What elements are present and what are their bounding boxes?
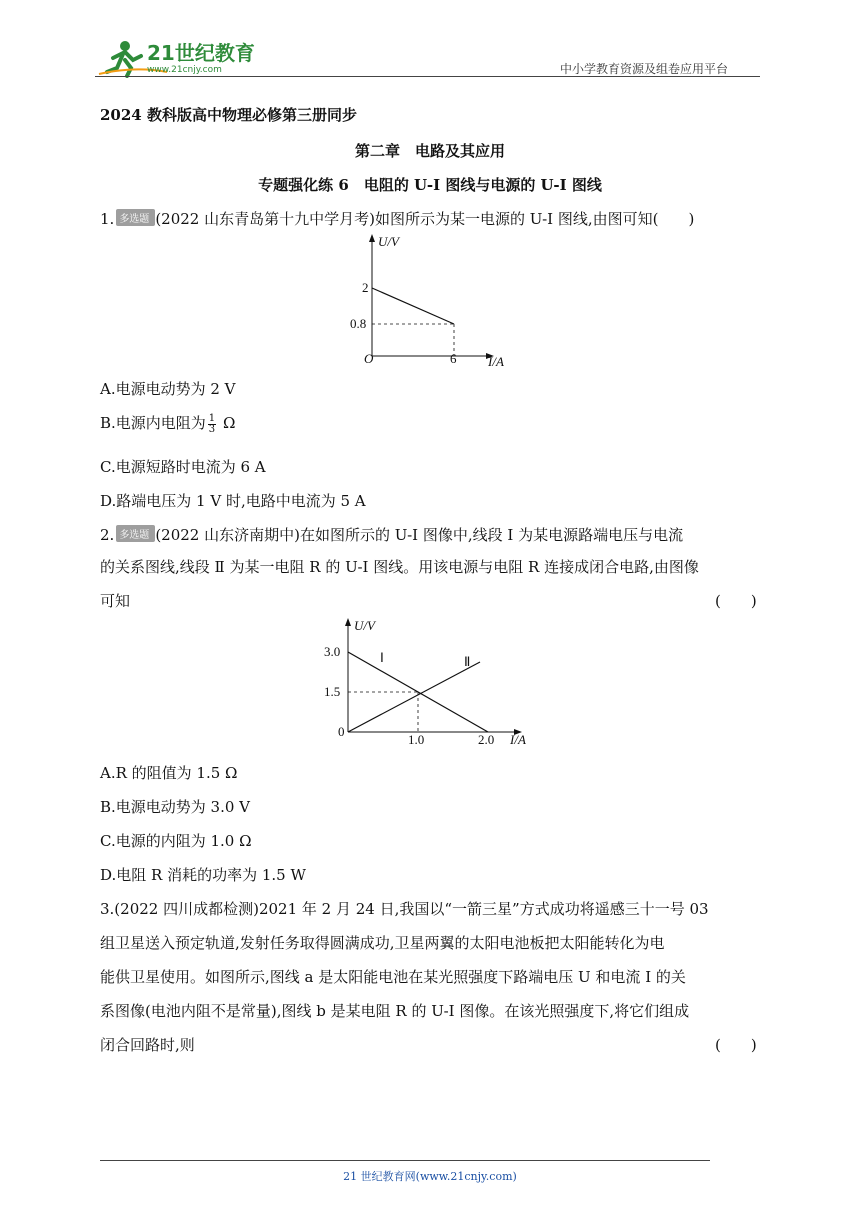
q2-answer-blank[interactable]: ( ) (715, 592, 757, 610)
footer-divider (100, 1160, 710, 1161)
q2-origin: 0 (338, 724, 345, 739)
q1-ui-graph (330, 232, 520, 367)
q2-multi-choice-badge: 多选题 (116, 525, 155, 542)
q2-x-tick-20: 2.0 (478, 732, 495, 747)
series-title: 2024 教科版高中物理必修第三册同步 (100, 106, 357, 124)
q1-option-b-unit: Ω (218, 414, 236, 432)
footer-link[interactable]: 21 世纪教育网(www.21cnjy.com) (343, 1170, 517, 1183)
q3-stem-line1: 3.(2022 四川成都检测)2021 年 2 月 24 日,我国以“一箭三星”方式成功将遥感三十一号 03 (100, 900, 709, 918)
q2-line-II (348, 662, 480, 732)
q2-stem-line1 (100, 524, 683, 545)
q2-y-tick-30: 3.0 (324, 644, 341, 659)
q2-x-tick-10: 1.0 (408, 732, 425, 747)
q3-stem-line3: 能供卫星使用。如图所示,图线 a 是太阳能电池在某光照强度下路端电压 U 和电流 I 的关 (100, 968, 686, 986)
q1-x-axis-label: I/A (488, 354, 504, 367)
q2-stem-line3: 可知 (100, 592, 131, 610)
q1-option-b-fraction (208, 414, 216, 435)
q2-label-I: Ⅰ (380, 650, 384, 665)
q2-option-b[interactable]: B.电源电动势为 3.0 V (100, 798, 251, 816)
q1-source-line (372, 288, 454, 324)
q1-y-axis-label: U/V (378, 234, 399, 249)
q1-option-a[interactable]: A.电源电动势为 2 V (100, 380, 236, 398)
logo-wordmark: 21世纪教育 (147, 41, 255, 65)
header-platform-text: 中小学教育资源及组卷应用平台 (560, 62, 729, 76)
q2-label-II: Ⅱ (464, 654, 471, 669)
q3-stem-line4: 系图像(电池内阻不是常量),图线 b 是某电阻 R 的 U-I 图像。在该光照强度下,将它们组成 (100, 1002, 690, 1020)
topic-title: 专题强化练 6 电阻的 U-I 图线与电源的 U-I 图线 (258, 176, 602, 194)
q3-answer-blank[interactable]: ( ) (715, 1036, 757, 1054)
fraction-numerator: 1 (208, 412, 216, 424)
q2-x-axis-label: I/A (510, 732, 526, 747)
q1-option-b[interactable] (100, 412, 235, 435)
q1-stem (100, 208, 694, 229)
q1-option-d[interactable]: D.路端电压为 1 V 时,电路中电流为 5 A (100, 492, 366, 510)
q1-origin: O (364, 351, 374, 366)
q1-option-c[interactable]: C.电源短路时电流为 6 A (100, 458, 266, 476)
q2-y-tick-15: 1.5 (324, 684, 341, 699)
fraction-denominator: 3 (208, 423, 216, 435)
q2-y-axis-arrow-icon (345, 618, 351, 626)
q2-stem-text: (2022 山东济南期中)在如图所示的 U-I 图像中,线段 Ⅰ 为某电源路端电压与电流 (155, 526, 684, 544)
q2-ui-graph (320, 616, 540, 751)
q1-y-tick-2: 2 (362, 280, 369, 295)
q2-number: 2. (100, 526, 115, 544)
q2-option-d[interactable]: D.电阻 R 消耗的功率为 1.5 W (100, 866, 306, 884)
q1-option-b-text: B.电源内电阻为 (100, 414, 206, 432)
site-logo (95, 38, 265, 78)
q3-stem-line5: 闭合回路时,则 (100, 1036, 195, 1054)
q2-stem-line2: 的关系图线,线段 Ⅱ 为某一电阻 R 的 U-I 图线。用该电源与电阻 R 连接成闭合电路,由图像 (100, 558, 699, 576)
q1-stem-text: (2022 山东青岛第十九中学月考)如图所示为某一电源的 U-I 图线,由图可知( ) (155, 210, 695, 228)
q2-option-c[interactable]: C.电源的内阻为 1.0 Ω (100, 832, 252, 850)
q1-y-tick-08: 0.8 (350, 316, 367, 331)
chapter-title: 第二章 电路及其应用 (354, 142, 505, 160)
q2-option-a[interactable]: A.R 的阻值为 1.5 Ω (100, 764, 238, 782)
logo-url: www.21cnjy.com (147, 65, 222, 75)
header-divider (95, 76, 760, 77)
q2-y-axis-label: U/V (354, 618, 375, 633)
q1-x-tick-6: 6 (450, 351, 457, 366)
q1-y-axis-arrow-icon (369, 234, 375, 242)
q1-number: 1. (100, 210, 115, 228)
q1-multi-choice-badge: 多选题 (116, 209, 155, 226)
q3-stem-line2: 组卫星送入预定轨道,发射任务取得圆满成功,卫星两翼的太阳电池板把太阳能转化为电 (100, 934, 665, 952)
